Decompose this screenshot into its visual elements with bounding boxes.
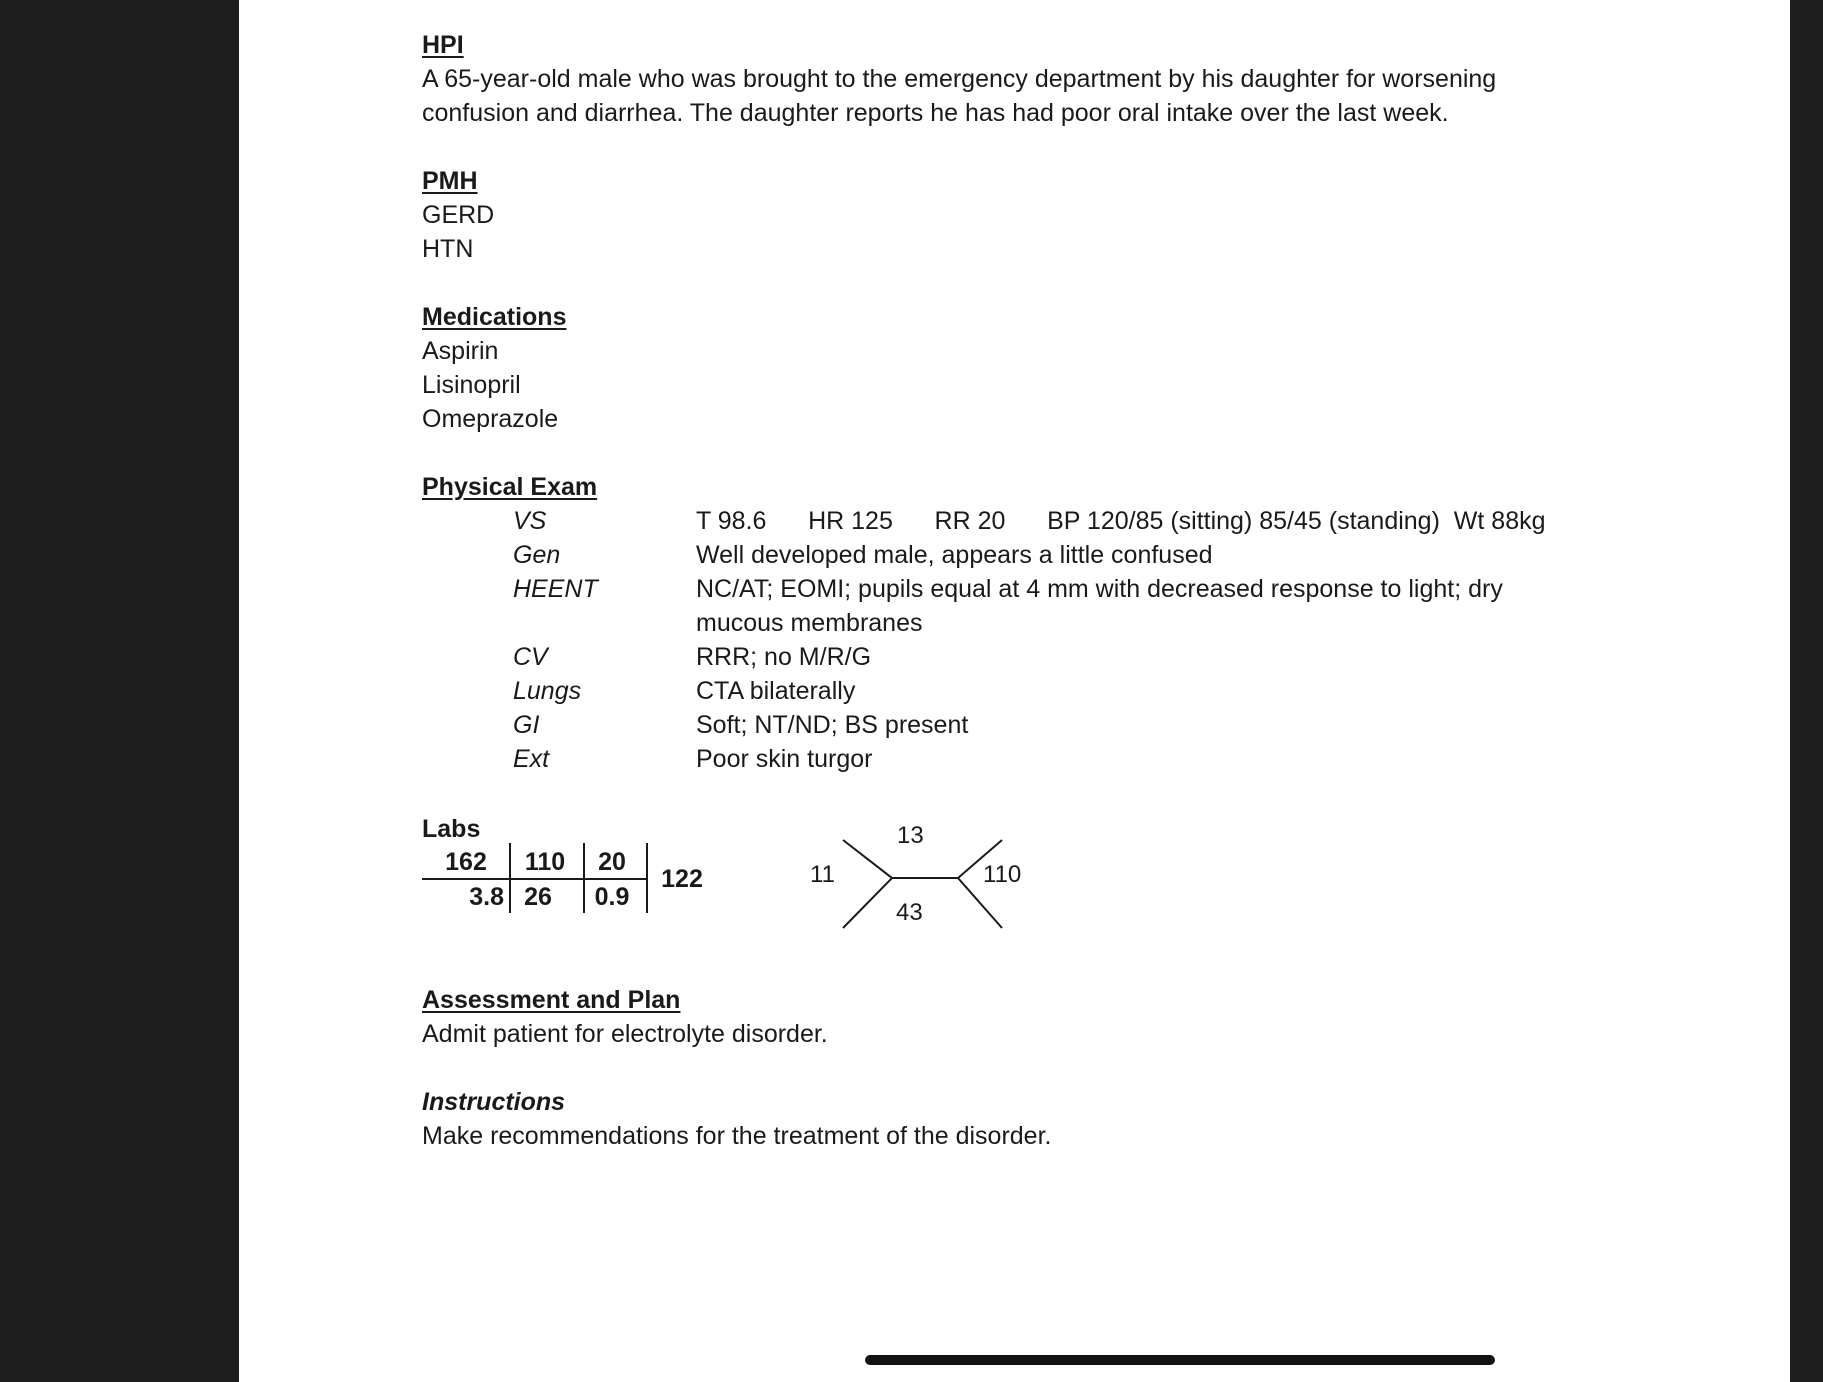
physical-exam-heading: Physical Exam [422,473,598,501]
lab-potassium: 3.8 [469,883,504,911]
pe-value: T 98.6 HR 125 RR 20 BP 120/85 (sitting) 85/45 (standing) Wt 88kg [696,507,1546,535]
pe-label: Ext [513,745,550,773]
pe-label: GI [513,711,540,739]
lab-chloride: 110 [524,848,566,876]
pe-value: NC/AT; EOMI; pupils equal at 4 mm with decreased response to light; dry [696,575,1503,603]
medication-item: Lisinopril [422,371,521,399]
lab-hct: 43 [896,899,923,926]
bmp-horizontal-line [422,878,648,880]
pe-value: Poor skin turgor [696,745,873,773]
lab-platelets: 110 [983,861,1022,888]
medication-item: Omeprazole [422,405,559,433]
pe-value: mucous membranes [696,609,923,637]
hpi-heading: HPI [422,31,464,59]
bmp-vertical-line-2 [583,843,585,913]
home-indicator-bar[interactable] [865,1355,1495,1365]
lab-bun: 20 [598,848,626,876]
pmh-heading: PMH [422,167,478,195]
instructions-text: Make recommendations for the treatment of the disorder. [422,1122,1052,1150]
hpi-line-1: A 65-year-old male who was brought to the emergency department by his daughter for worsening [422,65,1497,93]
lab-glucose: 122 [661,865,703,893]
pmh-section [422,164,494,266]
medications-section [422,300,566,436]
pe-value: Soft; NT/ND; BS present [696,711,969,739]
bmp-vertical-line-3 [646,843,648,913]
left-margin [0,0,239,1382]
cbc-line [843,840,892,878]
medication-item: Aspirin [422,337,499,365]
pe-value: CTA bilaterally [696,677,856,705]
assessment-text: Admit patient for electrolyte disorder. [422,1020,828,1048]
pmh-item: GERD [422,201,495,229]
cbc-line [843,878,892,928]
pe-value: Well developed male, appears a little confused [696,541,1213,569]
right-margin [1790,0,1823,1382]
assessment-heading: Assessment and Plan [422,986,681,1014]
lab-sodium: 162 [445,848,487,876]
lab-bicarbonate: 26 [524,883,552,911]
pe-label: Lungs [513,677,582,705]
hpi-section [422,28,1496,130]
physical-exam-heading-wrap [422,470,597,504]
labs-heading: Labs [422,815,481,843]
instructions-heading: Instructions [422,1088,566,1116]
pe-label: CV [513,643,548,671]
pe-label: Gen [513,541,561,569]
assessment-section [422,983,828,1051]
pe-label: VS [513,507,547,535]
pe-value: RRR; no M/R/G [696,643,872,671]
medications-heading: Medications [422,303,567,331]
bmp-vertical-line-1 [509,843,511,913]
hpi-line-2: confusion and diarrhea. The daughter reports he has had poor oral intake over the last week. [422,99,1449,127]
lab-wbc: 11 [810,861,835,888]
lab-hgb: 13 [897,822,924,849]
lab-creatinine: 0.9 [594,883,630,911]
pe-label: HEENT [513,575,598,603]
instructions-section [422,1085,1051,1153]
pmh-item: HTN [422,235,474,263]
